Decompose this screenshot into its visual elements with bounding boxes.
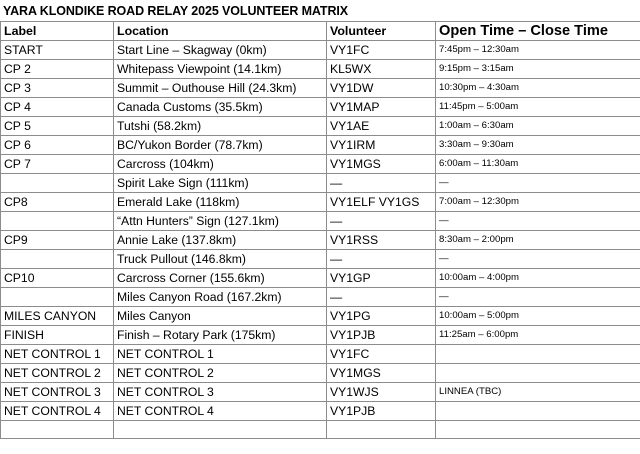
cell-label[interactable]: CP10: [1, 269, 114, 288]
table-row: [1, 41, 640, 60]
cell-location[interactable]: Annie Lake (137.8km): [114, 231, 327, 250]
table-row: [1, 60, 640, 79]
cell-time[interactable]: —: [436, 288, 640, 307]
cell-volunteer[interactable]: VY1DW: [327, 79, 436, 98]
cell-location[interactable]: Spirit Lake Sign (111km): [114, 174, 327, 193]
cell-volunteer[interactable]: —: [327, 212, 436, 231]
table-row: [1, 345, 640, 364]
cell-volunteer[interactable]: —: [327, 174, 436, 193]
table-row: [1, 155, 640, 174]
table-row: [1, 326, 640, 345]
table-row: [1, 174, 640, 193]
cell-label[interactable]: CP9: [1, 231, 114, 250]
cell-location[interactable]: Miles Canyon: [114, 307, 327, 326]
cell-location[interactable]: NET CONTROL 1: [114, 345, 327, 364]
cell-volunteer[interactable]: VY1PJB: [327, 326, 436, 345]
table-row: [1, 307, 640, 326]
cell-label[interactable]: FINISH: [1, 326, 114, 345]
cell-location[interactable]: Miles Canyon Road (167.2km): [114, 288, 327, 307]
cell-location[interactable]: Whitepass Viewpoint (14.1km): [114, 60, 327, 79]
cell-location[interactable]: Emerald Lake (118km): [114, 193, 327, 212]
cell-time[interactable]: [436, 364, 640, 383]
cell-volunteer[interactable]: VY1AE: [327, 117, 436, 136]
cell-label[interactable]: CP 3: [1, 79, 114, 98]
cell-time[interactable]: —: [436, 174, 640, 193]
cell-volunteer[interactable]: KL5WX: [327, 60, 436, 79]
cell-label[interactable]: CP 4: [1, 98, 114, 117]
table-row: [1, 117, 640, 136]
table-row: [1, 288, 640, 307]
cell-location[interactable]: Start Line – Skagway (0km): [114, 41, 327, 60]
table-row: [1, 193, 640, 212]
header-time[interactable]: Open Time – Close Time: [436, 22, 640, 41]
cell-location[interactable]: Canada Customs (35.5km): [114, 98, 327, 117]
cell-time[interactable]: [436, 402, 640, 421]
table-row: [1, 269, 640, 288]
cell-volunteer[interactable]: VY1WJS: [327, 383, 436, 402]
cell-location[interactable]: Carcross Corner (155.6km): [114, 269, 327, 288]
header-row: [1, 22, 640, 41]
cell-volunteer[interactable]: VY1MAP: [327, 98, 436, 117]
cell-volunteer[interactable]: VY1GP: [327, 269, 436, 288]
cell-label[interactable]: NET CONTROL 3: [1, 383, 114, 402]
cell-time[interactable]: 7:45pm – 12:30am: [436, 41, 640, 60]
cell-time[interactable]: 10:00am – 4:00pm: [436, 269, 640, 288]
table-row: [1, 383, 640, 402]
cell-label[interactable]: CP 2: [1, 60, 114, 79]
table-row: [1, 79, 640, 98]
cell-location[interactable]: Truck Pullout (146.8km): [114, 250, 327, 269]
table-row: [1, 364, 640, 383]
cell-location[interactable]: BC/Yukon Border (78.7km): [114, 136, 327, 155]
cell-volunteer[interactable]: —: [327, 288, 436, 307]
table-row: [1, 250, 640, 269]
cell-label[interactable]: NET CONTROL 4: [1, 402, 114, 421]
table-row: [1, 136, 640, 155]
cell-time[interactable]: LINNEA (TBC): [436, 383, 640, 402]
cell-location[interactable]: Summit – Outhouse Hill (24.3km): [114, 79, 327, 98]
cell-volunteer[interactable]: —: [327, 250, 436, 269]
cell-time[interactable]: 7:00am – 12:30pm: [436, 193, 640, 212]
table-row: [1, 212, 640, 231]
volunteer-matrix-table: [0, 21, 640, 439]
cell-time[interactable]: 11:25am – 6:00pm: [436, 326, 640, 345]
cell-location[interactable]: Carcross (104km): [114, 155, 327, 174]
cell-volunteer[interactable]: VY1FC: [327, 41, 436, 60]
cell-label[interactable]: [1, 421, 114, 439]
cell-time[interactable]: [436, 421, 640, 439]
cell-label[interactable]: [1, 288, 114, 307]
cell-volunteer[interactable]: VY1MGS: [327, 364, 436, 383]
cell-location[interactable]: NET CONTROL 3: [114, 383, 327, 402]
cell-location[interactable]: NET CONTROL 2: [114, 364, 327, 383]
cell-location[interactable]: [114, 421, 327, 439]
cell-volunteer[interactable]: VY1ELF VY1GS: [327, 193, 436, 212]
cell-time[interactable]: —: [436, 250, 640, 269]
cell-time[interactable]: 11:45pm – 5:00am: [436, 98, 640, 117]
cell-location[interactable]: NET CONTROL 4: [114, 402, 327, 421]
table-row: [1, 98, 640, 117]
cell-time[interactable]: 1:00am – 6:30am: [436, 117, 640, 136]
cell-label[interactable]: [1, 250, 114, 269]
header-label[interactable]: Label: [1, 22, 114, 41]
cell-time[interactable]: 3:30am – 9:30am: [436, 136, 640, 155]
cell-volunteer[interactable]: VY1IRM: [327, 136, 436, 155]
cell-label[interactable]: CP8: [1, 193, 114, 212]
cell-volunteer[interactable]: VY1RSS: [327, 231, 436, 250]
cell-label[interactable]: START: [1, 41, 114, 60]
cell-time[interactable]: 9:15pm – 3:15am: [436, 60, 640, 79]
header-location[interactable]: Location: [114, 22, 327, 41]
cell-label[interactable]: NET CONTROL 1: [1, 345, 114, 364]
sheet-title: YARA KLONDIKE ROAD RELAY 2025 VOLUNTEER MATRIX: [3, 3, 348, 18]
header-volunteer[interactable]: Volunteer: [327, 22, 436, 41]
cell-label[interactable]: MILES CANYON: [1, 307, 114, 326]
cell-time[interactable]: [436, 345, 640, 364]
cell-label[interactable]: CP 5: [1, 117, 114, 136]
cell-location[interactable]: Finish – Rotary Park (175km): [114, 326, 327, 345]
cell-label[interactable]: [1, 212, 114, 231]
cell-time[interactable]: 8:30am – 2:00pm: [436, 231, 640, 250]
table-row: [1, 402, 640, 421]
cell-label[interactable]: [1, 174, 114, 193]
cell-volunteer[interactable]: [327, 421, 436, 439]
cell-label[interactable]: NET CONTROL 2: [1, 364, 114, 383]
cell-time[interactable]: 10:30pm – 4:30am: [436, 79, 640, 98]
cell-time[interactable]: —: [436, 212, 640, 231]
cell-volunteer[interactable]: VY1FC: [327, 345, 436, 364]
table-row: [1, 231, 640, 250]
cell-time[interactable]: 10:00am – 5:00pm: [436, 307, 640, 326]
cell-location[interactable]: Tutshi (58.2km): [114, 117, 327, 136]
cell-volunteer[interactable]: VY1PJB: [327, 402, 436, 421]
table-row: [1, 421, 640, 439]
cell-volunteer[interactable]: VY1PG: [327, 307, 436, 326]
cell-volunteer[interactable]: VY1MGS: [327, 155, 436, 174]
cell-label[interactable]: CP 7: [1, 155, 114, 174]
cell-label[interactable]: CP 6: [1, 136, 114, 155]
cell-location[interactable]: “Attn Hunters” Sign (127.1km): [114, 212, 327, 231]
cell-time[interactable]: 6:00am – 11:30am: [436, 155, 640, 174]
